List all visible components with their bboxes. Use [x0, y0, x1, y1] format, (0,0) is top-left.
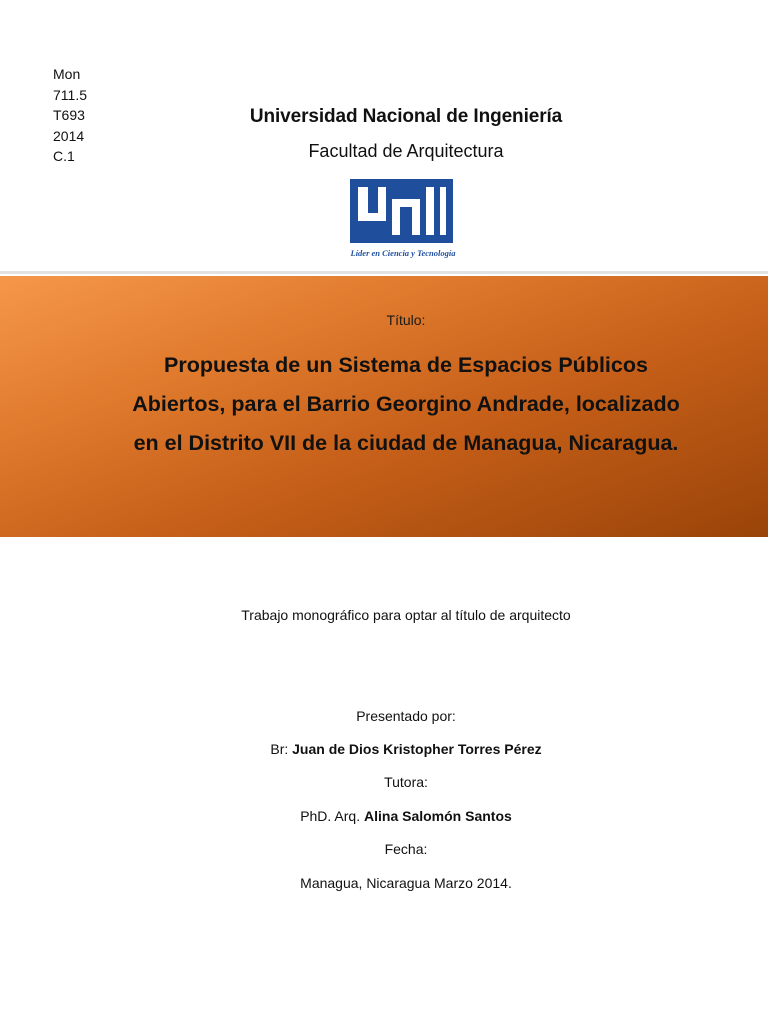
tutor-line	[0, 808, 768, 824]
author-prefix: Br:	[270, 741, 289, 757]
call-number-line: 2014	[53, 127, 85, 144]
thesis-subtitle: Trabajo monográfico para optar al título de arquitecto	[241, 607, 571, 623]
call-number-line: Mon	[53, 66, 81, 82]
presented-by-label: Presentado por:	[356, 708, 456, 724]
university-name: Universidad Nacional de Ingeniería	[249, 106, 563, 127]
date-label: Fecha:	[384, 841, 428, 857]
call-number-line: T693	[53, 107, 85, 123]
date-value: Managua, Nicaragua Marzo 2014.	[300, 875, 512, 891]
divider	[0, 271, 768, 274]
author-name: Juan de Dios Kristopher Torres Pérez	[292, 741, 542, 757]
call-number-line: C.1	[53, 148, 75, 164]
faculty-name: Facultad de Arquitectura	[308, 141, 504, 161]
thesis-title: Propuesta de un Sistema de Espacios Públicos Abiertos, para el Barrio Georgino Andrade, localizado en el Distrito VII de la ciudad de Managua, Nicaragua.	[132, 353, 680, 455]
title-label: Título:	[386, 312, 426, 328]
logo-tagline: Líder en Ciencia y Tecnología	[350, 248, 456, 258]
tutor-name: Alina Salomón Santos	[364, 808, 512, 824]
author-line	[0, 741, 768, 757]
tutor-label: Tutora:	[384, 774, 428, 790]
call-number-line: 711.5	[53, 86, 87, 103]
tutor-prefix: PhD. Arq.	[300, 808, 361, 824]
uni-logo	[338, 177, 468, 261]
